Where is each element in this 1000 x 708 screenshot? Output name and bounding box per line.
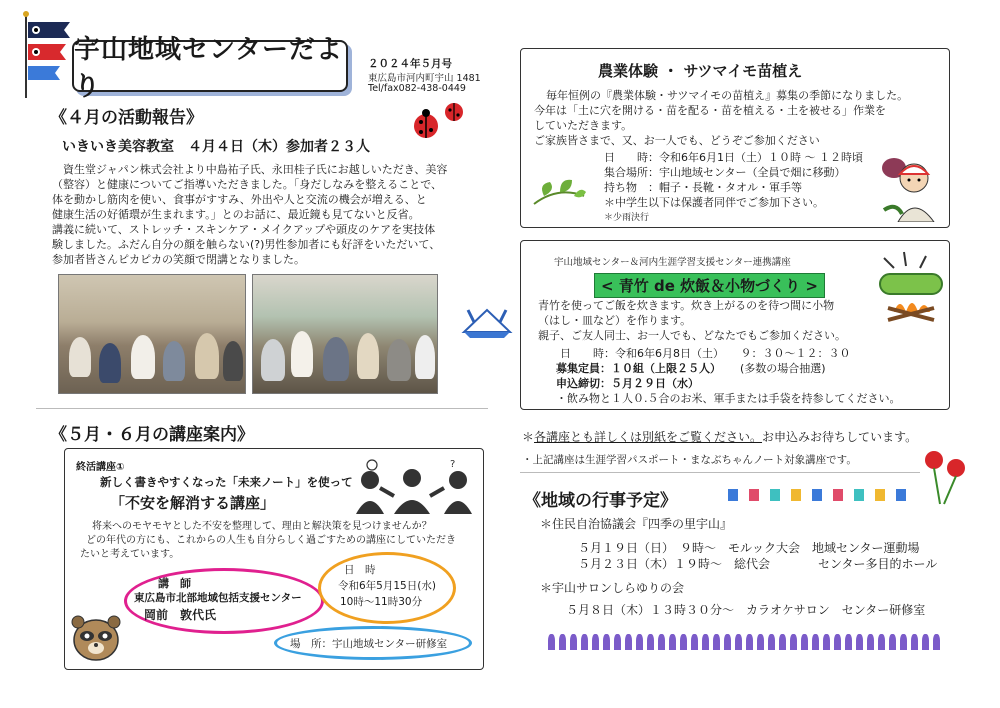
bamboo-bring: ・飲み物と１人０.５合のお米、軍手または手袋を持参してください。	[556, 392, 901, 405]
farm-intro-line: 今年は「土に穴を開ける・苗を配る・苗を植える・土を被せる」作業を	[534, 104, 886, 117]
farm-items: 持ち物 ：帽子・長靴・タオル・軍手等	[604, 181, 802, 194]
bamboo-capacity-note: (多数の場合抽選)	[740, 362, 826, 375]
bamboo-capacity: 募集定員：１０組（上限２５人）	[556, 362, 721, 375]
report-line: 体を動かし筋肉を使い、食事がすすみ、外出や人と交流の機会が増える、と	[52, 193, 427, 206]
report-line: 験しました。ふだん自分の顔を触らない(?)男性参加者にも好評をいただいて、	[52, 238, 441, 251]
april-report-body	[52, 162, 492, 267]
details-note-rest: お申込みお待ちしています。	[762, 430, 918, 444]
bamboo-sponsor: 宇山地域センター＆河内生涯学習支援センター連携講座	[554, 257, 791, 268]
bamboo-date: 日 時：令和6年6月8日（土） ９：３０～１２：３０	[560, 347, 851, 360]
bamboo-title: < 青竹 de 炊飯＆小物づくり >	[594, 273, 825, 298]
course-time: 10時～11時30分	[340, 596, 423, 608]
april-event-title: いきいき美容教室 ４月４日（木）参加者２３人	[62, 139, 370, 155]
sweet-potato-sprout-icon	[530, 166, 588, 212]
kabuto-helmet-icon	[460, 304, 514, 344]
course-date: 令和6年5月15日(水)	[338, 580, 436, 592]
course-body-line: 将来へのモヤモヤとした不安を整理して、理由と解決策を見つけませんか？	[92, 521, 432, 532]
bamboo-body-line: 親子、ご友人同士、お一人でも、どなたでもご参加ください。	[538, 329, 846, 342]
svg-text:?: ?	[450, 459, 456, 470]
farm-intro-line: ご家族皆さまで、又、お一人でも、どうぞご参加ください	[534, 134, 820, 147]
event-row: ５月２３日（木）１９時～ 総代会 センター多目的ホール	[578, 557, 938, 571]
worried-people-illustration	[350, 458, 480, 518]
iris-flowers-border	[548, 634, 958, 658]
farm-details	[604, 150, 924, 210]
bamboo-body-line: （はし・皿など）を作ります。	[538, 314, 692, 327]
ladybug-icon	[410, 100, 470, 146]
details-note	[522, 428, 917, 445]
farm-note: ＊中学生以下は保護者同伴でご参加下さい。	[604, 196, 824, 209]
report-line: （整容）と健康についてご指導いただきました。「身だしなみを整えることで、	[52, 178, 443, 191]
course-body-line: たいと考えています。	[80, 549, 180, 560]
course-date-label: 日 時	[344, 564, 376, 576]
events-group-jichikyo: ＊住民自治協議会『四季の里宇山』	[540, 517, 733, 531]
april-report-heading: 《４月の活動報告》	[50, 108, 203, 128]
newsletter-title: 宇山地域センターだより	[74, 35, 343, 102]
farm-intro	[534, 88, 934, 148]
koinobori-bunting	[728, 486, 948, 505]
address: 東広島市河内町宇山 1481	[368, 73, 481, 84]
course-place: 場 所：宇山地域センター研修室	[290, 638, 448, 650]
events-heading: 《地域の行事予定》	[524, 491, 677, 511]
telephone: Tel/fax082-438-0449	[368, 83, 466, 94]
workshop-photo-2	[252, 274, 438, 394]
lecturer-org: 東広島市北部地域包括支援センター	[134, 592, 302, 604]
details-note-link: 各講座とも詳しくは別紙をご覧ください。	[534, 430, 763, 444]
newsletter-title-box	[72, 35, 348, 102]
course-title: 「不安を解消する講座」	[110, 494, 276, 512]
report-line: 健康生活の好循環が生まれます。」とのお話に、最近鏡も見てないと反省。	[52, 208, 420, 221]
farmer-boy-illustration	[878, 150, 940, 226]
koinobori-decoration	[18, 10, 78, 100]
passport-note: ・上記講座は生涯学習パスポート・まなぶちゃんノート対象講座です。	[522, 454, 857, 466]
report-line: 参加者皆さんピカピカの笑顔で閉講となりました。	[52, 253, 305, 266]
course-lead: 新しく書きやすくなった「未来ノート」を使って	[100, 475, 353, 489]
course-guide-heading: 《５月・６月の講座案内》	[50, 425, 254, 445]
farm-intro-line: していただきます。	[534, 119, 633, 132]
report-line: 資生堂ジャパン株式会社より中島祐子氏、永田桂子氏にお越しいただき、美容	[52, 163, 448, 176]
workshop-photo-1	[58, 274, 246, 394]
farm-date: 日 時：令和6年6月1日（土）１０時 ～ １２時頃	[604, 151, 863, 164]
farm-rain-note: ＊少雨決行	[604, 213, 650, 223]
bamboo-fire-illustration	[874, 250, 948, 328]
report-line: 講義に続いて、ストレッチ・スキンケア・メイクアップや頭皮のケアを実技体	[52, 223, 436, 236]
lecturer-name: 岡前 敦代氏	[144, 608, 217, 622]
bamboo-deadline: 申込締切：５月２９日（水）	[556, 377, 699, 390]
event-row: ５月８日（木）１３時３０分～ カラオケサロン センター研修室	[566, 603, 926, 617]
bamboo-body	[538, 298, 868, 343]
lecturer-label: 講 師	[158, 577, 191, 590]
course-body-line: どの年代の方にも、これからの人生も自分らしく過ごすための講座にしていただき	[86, 535, 456, 546]
farm-intro-line: 毎年恒例の『農業体験・サツマイモの苗植え』募集の季節になりました。	[546, 89, 909, 102]
details-note-star: ＊	[522, 430, 535, 444]
bamboo-body-line: 青竹を使ってご飯を炊きます。炊き上がるのを待つ間に小物	[538, 299, 835, 312]
issue-date: ２０２４年５月号	[368, 58, 452, 70]
events-group-salon: ＊宇山サロンしらゆりの会	[540, 581, 685, 595]
event-row: ５月１９日（日） ９時～ モルック大会 地域センター運動場	[578, 541, 920, 555]
farm-place: 集合場所：宇山地域センター（全員で畑に移動）	[604, 166, 846, 179]
farm-title: 農業体験 ・ サツマイモ苗植え	[598, 62, 803, 80]
course-tag: 終活講座①	[76, 462, 125, 473]
tanuki-mascot	[66, 606, 126, 670]
